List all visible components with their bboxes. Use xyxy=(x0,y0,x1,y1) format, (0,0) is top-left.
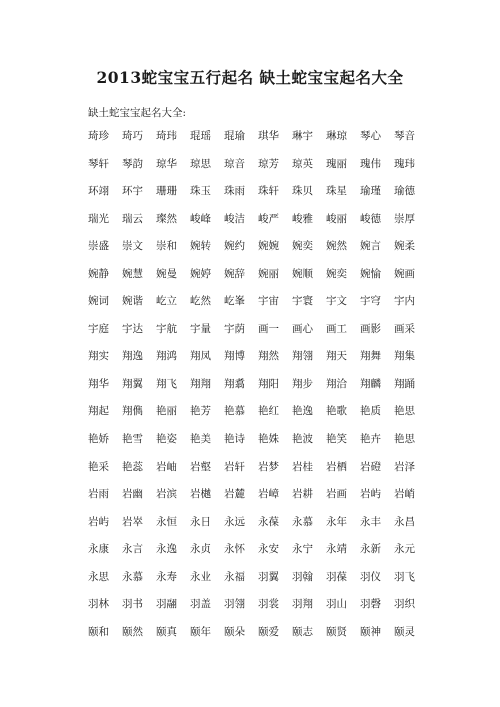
name-item: 琦珍 xyxy=(88,130,109,142)
name-item: 琴心 xyxy=(360,130,381,142)
name-item: 婉转 xyxy=(190,240,211,253)
name-item: 琨瑜 xyxy=(224,130,245,142)
name-item: 峻洁 xyxy=(224,212,245,225)
name-item: 永言 xyxy=(122,543,143,556)
name-item: 羽盖 xyxy=(190,598,211,611)
name-item: 永业 xyxy=(190,570,211,583)
name-item: 环翊 xyxy=(88,185,109,198)
name-item: 翔翥 xyxy=(224,377,245,390)
name-item: 婉谐 xyxy=(122,295,143,308)
name-item: 艳歌 xyxy=(326,405,347,418)
name-item: 艳红 xyxy=(258,405,279,418)
name-item: 婉然 xyxy=(326,240,347,253)
name-item: 艳采 xyxy=(88,460,109,473)
name-item: 琦巧 xyxy=(122,130,143,142)
name-item: 婉奕 xyxy=(326,267,347,280)
name-item: 翔舞 xyxy=(360,350,381,363)
name-item: 永日 xyxy=(190,515,211,528)
section-heading: 缺土蛇宝宝起名大全: xyxy=(88,107,187,119)
name-item: 颐年 xyxy=(190,625,211,638)
name-item: 翔儁 xyxy=(122,405,143,418)
name-item: 瑜瑾 xyxy=(360,185,381,198)
name-item: 岩壑 xyxy=(190,460,211,473)
name-item: 颐爱 xyxy=(258,625,279,638)
name-item: 翔鸿 xyxy=(156,350,177,363)
name-item: 羽山 xyxy=(326,598,347,611)
name-item: 婉约 xyxy=(224,240,245,253)
name-item: 崇盛 xyxy=(88,240,109,253)
name-item: 琼英 xyxy=(292,157,313,170)
name-item: 婉婉 xyxy=(258,240,279,253)
name-item: 婉词 xyxy=(88,295,109,308)
name-item: 永元 xyxy=(394,543,415,556)
name-item: 永寿 xyxy=(156,570,177,583)
name-item: 翔洽 xyxy=(326,377,347,390)
name-item: 婉顺 xyxy=(292,267,313,280)
name-item: 画采 xyxy=(394,322,415,335)
name-item: 永靖 xyxy=(326,543,347,556)
name-item: 宇文 xyxy=(326,295,347,308)
name-item: 颐灵 xyxy=(394,625,415,638)
name-item: 宇寰 xyxy=(292,295,313,308)
name-item: 岩屿 xyxy=(88,515,109,528)
name-item: 琳琼 xyxy=(326,130,347,142)
name-item: 画一 xyxy=(258,322,279,335)
name-item: 崇和 xyxy=(156,240,177,253)
name-item: 艳诗 xyxy=(224,433,245,446)
name-item: 岩轩 xyxy=(224,460,245,473)
name-item: 婉丽 xyxy=(258,267,279,280)
name-item: 永宁 xyxy=(292,543,313,556)
name-item: 艳波 xyxy=(292,433,313,446)
name-item: 瑰丽 xyxy=(326,157,347,170)
name-item: 琴韵 xyxy=(122,157,143,170)
name-item: 珠轩 xyxy=(258,185,279,198)
name-item: 翔起 xyxy=(88,405,109,418)
name-item: 婉辞 xyxy=(224,267,245,280)
name-item: 琳宇 xyxy=(292,130,313,142)
name-item: 艳蕊 xyxy=(122,460,143,473)
name-item: 宇航 xyxy=(156,322,177,335)
name-item: 琴轩 xyxy=(88,157,109,170)
name-item: 艳芳 xyxy=(190,405,211,418)
name-item: 岩桂 xyxy=(292,460,313,473)
name-item: 艳娇 xyxy=(88,433,109,446)
name-item: 艳思 xyxy=(394,405,415,418)
name-item: 岩梦 xyxy=(258,460,279,473)
name-item: 画心 xyxy=(292,322,313,335)
name-item: 瑜德 xyxy=(394,185,415,198)
name-item: 翔天 xyxy=(326,350,347,363)
name-item: 琼音 xyxy=(224,157,245,170)
name-item: 岩滨 xyxy=(156,488,177,501)
name-item: 岩磴 xyxy=(360,460,381,473)
name-item: 屹峯 xyxy=(224,295,245,308)
name-item: 琦玮 xyxy=(156,130,177,142)
name-item: 宇宙 xyxy=(258,295,279,308)
name-item: 羽翔 xyxy=(292,598,313,611)
name-item: 婉奕 xyxy=(292,240,313,253)
name-item: 羽林 xyxy=(88,598,109,611)
name-item: 翔翎 xyxy=(292,350,313,363)
name-item: 永年 xyxy=(326,515,347,528)
name-item: 珠玉 xyxy=(190,185,211,198)
name-item: 永昌 xyxy=(394,515,415,528)
name-item: 璨然 xyxy=(156,212,177,225)
name-item: 翔华 xyxy=(88,377,109,390)
name-item: 画工 xyxy=(326,322,347,335)
name-item: 羽飞 xyxy=(394,570,415,583)
name-item: 永逸 xyxy=(156,543,177,556)
name-item: 瑰伟 xyxy=(360,157,381,170)
name-item: 岩麓 xyxy=(224,488,245,501)
name-item: 翔麟 xyxy=(360,377,381,390)
name-item: 羽翰 xyxy=(292,570,313,583)
name-item: 岩幽 xyxy=(122,488,143,501)
name-item: 琼华 xyxy=(156,157,177,170)
name-item: 岩崒 xyxy=(122,515,143,528)
name-item: 艳卉 xyxy=(360,433,381,446)
name-item: 婉愉 xyxy=(360,267,381,280)
name-item: 琪华 xyxy=(258,130,279,142)
name-item: 永恒 xyxy=(156,515,177,528)
name-item: 翔然 xyxy=(258,350,279,363)
name-item: 宇量 xyxy=(190,322,211,335)
name-item: 宇庭 xyxy=(88,322,109,335)
name-item: 岩岫 xyxy=(156,460,177,473)
name-item: 艳慕 xyxy=(224,405,245,418)
name-item: 岩雨 xyxy=(88,488,109,501)
name-item: 婉慧 xyxy=(122,267,143,280)
name-item: 翔阳 xyxy=(258,377,279,390)
name-item: 永怀 xyxy=(224,543,245,556)
name-item: 婉静 xyxy=(88,267,109,280)
name-item: 艳姿 xyxy=(156,433,177,446)
name-item: 峻峰 xyxy=(190,212,211,225)
name-item: 琼芳 xyxy=(258,157,279,170)
name-item: 画影 xyxy=(360,322,381,335)
name-item: 翔踊 xyxy=(394,377,415,390)
name-item: 永远 xyxy=(224,515,245,528)
name-item: 环宇 xyxy=(122,185,143,198)
name-item: 永贞 xyxy=(190,543,211,556)
name-item: 婉婷 xyxy=(190,267,211,280)
name-item: 羽翼 xyxy=(258,570,279,583)
name-item: 颐朵 xyxy=(224,625,245,638)
name-item: 永康 xyxy=(88,543,109,556)
name-item: 宇达 xyxy=(122,322,143,335)
name-item: 琼思 xyxy=(190,157,211,170)
name-item: 艳思 xyxy=(394,433,415,446)
name-item: 瑰玮 xyxy=(394,157,415,170)
name-item: 峻德 xyxy=(360,212,381,225)
name-item: 艳丽 xyxy=(156,405,177,418)
name-item: 颐神 xyxy=(360,625,381,638)
name-item: 羽裳 xyxy=(258,598,279,611)
name-item: 岩泽 xyxy=(394,460,415,473)
name-item: 翔飞 xyxy=(156,377,177,390)
name-item: 婉画 xyxy=(394,267,415,280)
name-item: 翔翼 xyxy=(122,377,143,390)
name-item: 岩栖 xyxy=(326,460,347,473)
name-item: 永思 xyxy=(88,570,109,583)
name-item: 崇文 xyxy=(122,240,143,253)
name-item: 珠贝 xyxy=(292,185,313,198)
name-item: 羽葆 xyxy=(326,570,347,583)
name-item: 琴音 xyxy=(394,130,415,142)
name-item: 永丰 xyxy=(360,515,381,528)
name-item: 永福 xyxy=(224,570,245,583)
name-item: 岩樾 xyxy=(190,488,211,501)
name-item: 峻严 xyxy=(258,212,279,225)
name-item: 宇荫 xyxy=(224,322,245,335)
name-item: 颐志 xyxy=(292,625,313,638)
name-item: 艳雪 xyxy=(122,433,143,446)
name-item: 屹立 xyxy=(156,295,177,308)
name-item: 艳姝 xyxy=(258,433,279,446)
name-item: 永葆 xyxy=(258,515,279,528)
name-item: 颐然 xyxy=(122,625,143,638)
name-item: 羽翮 xyxy=(156,598,177,611)
name-item: 岩耕 xyxy=(292,488,313,501)
page-title: 2013蛇宝宝五行起名 缺土蛇宝宝起名大全 xyxy=(96,68,404,87)
name-item: 岩嶂 xyxy=(258,488,279,501)
name-list xyxy=(88,129,418,652)
name-item: 岩屿 xyxy=(360,488,381,501)
name-item: 峻丽 xyxy=(326,212,347,225)
name-item: 婉言 xyxy=(360,240,381,253)
name-item: 崇厚 xyxy=(394,212,415,225)
name-item: 岩画 xyxy=(326,488,347,501)
name-item: 瑞光 xyxy=(88,212,109,225)
name-item: 珊珊 xyxy=(156,185,177,198)
name-item: 翔逸 xyxy=(122,350,143,363)
name-item: 永安 xyxy=(258,543,279,556)
name-item: 珠星 xyxy=(326,185,347,198)
name-item: 艳笑 xyxy=(326,433,347,446)
name-item: 翔实 xyxy=(88,350,109,363)
name-item: 永新 xyxy=(360,543,381,556)
name-item: 翔集 xyxy=(394,350,415,363)
name-item: 翔步 xyxy=(292,377,313,390)
name-item: 翔凤 xyxy=(190,350,211,363)
name-item: 羽翎 xyxy=(224,598,245,611)
name-item: 瑞云 xyxy=(122,212,143,225)
name-item: 艳质 xyxy=(360,405,381,418)
name-item: 珠雨 xyxy=(224,185,245,198)
name-item: 颐和 xyxy=(88,625,109,638)
name-item: 艳美 xyxy=(190,433,211,446)
name-item: 翔翔 xyxy=(190,377,211,390)
name-item: 永慕 xyxy=(122,570,143,583)
name-item: 婉曼 xyxy=(156,267,177,280)
name-item: 峻雅 xyxy=(292,212,313,225)
name-item: 羽书 xyxy=(122,598,143,611)
name-item: 艳逸 xyxy=(292,405,313,418)
name-item: 琨瑶 xyxy=(190,130,211,142)
name-item: 永慕 xyxy=(292,515,313,528)
name-item: 颐贤 xyxy=(326,625,347,638)
name-item: 羽织 xyxy=(394,598,415,611)
name-item: 羽磬 xyxy=(360,598,381,611)
name-item: 岩峭 xyxy=(394,488,415,501)
name-item: 宇穹 xyxy=(360,295,381,308)
name-item: 颐真 xyxy=(156,625,177,638)
name-item: 屹然 xyxy=(190,295,211,308)
name-item: 宇内 xyxy=(394,295,415,308)
name-item: 婉柔 xyxy=(394,240,415,253)
name-item: 羽仪 xyxy=(360,570,381,583)
name-item: 翔博 xyxy=(224,350,245,363)
